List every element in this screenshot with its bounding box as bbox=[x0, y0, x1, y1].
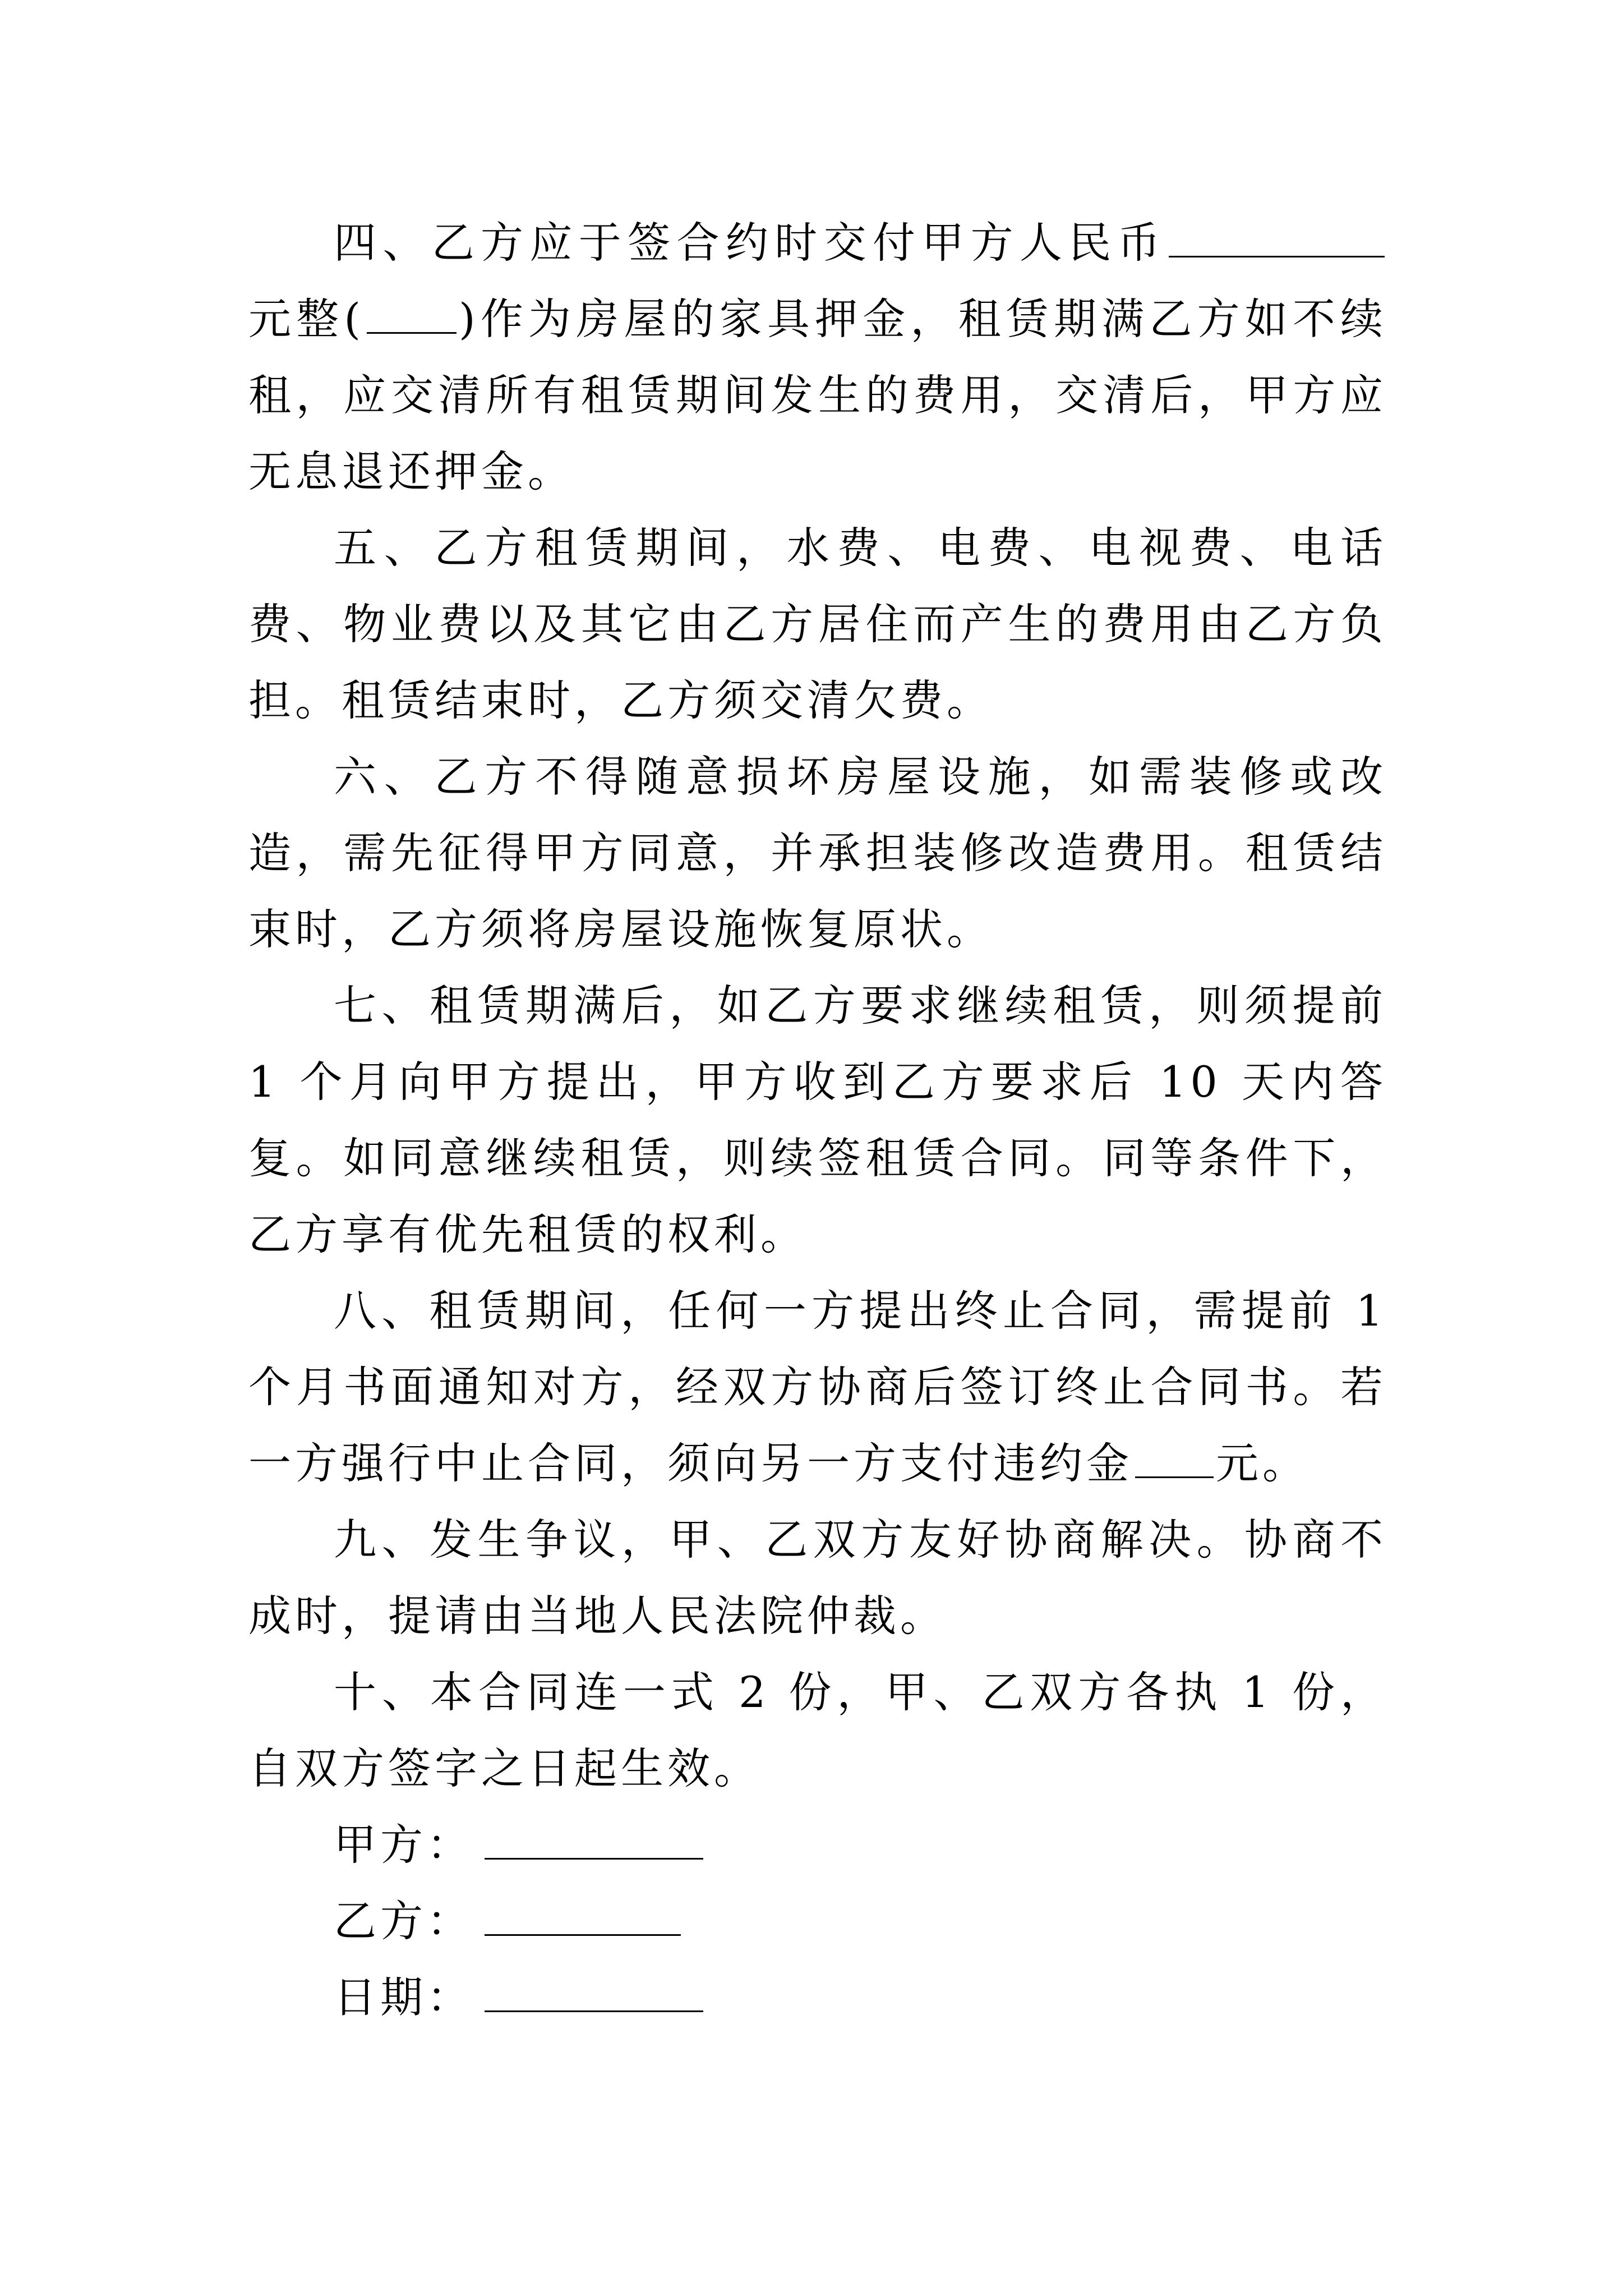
party-b-signature-blank[interactable] bbox=[485, 1934, 681, 1936]
party-a-signature-blank[interactable] bbox=[485, 1857, 703, 1860]
deposit-amount-words-blank[interactable] bbox=[367, 332, 457, 334]
clause-4-text-c: )作为房屋的家具押金，租赁期满乙方如不续租，应交清所有租赁期间发生的费用，交清后，甲方应无息退还押金。 bbox=[248, 294, 1387, 496]
party-a-label: 甲方： bbox=[334, 1820, 473, 1870]
clause-8-text-b: 元。 bbox=[1216, 1438, 1309, 1488]
clause-4 bbox=[248, 205, 1387, 510]
penalty-amount-blank[interactable] bbox=[1135, 1476, 1214, 1478]
contract-body bbox=[248, 205, 1387, 2036]
clause-4-text-a: 四、乙方应于签合约时交付甲方人民币 bbox=[334, 218, 1166, 268]
clause-8 bbox=[248, 1273, 1387, 1502]
deposit-amount-blank[interactable] bbox=[1169, 255, 1385, 257]
clause-7: 七、租赁期满后，如乙方要求继续租赁，则须提前 1 个月向甲方提出，甲方收到乙方要求后 10 天内答复。如同意继续租赁，则续签租赁合同。同等条件下，乙方享有优先租赁的权利。 bbox=[248, 981, 1387, 1259]
party-b-signature-line bbox=[248, 1883, 1387, 1959]
clause-8-text-a: 八、租赁期间，任何一方提出终止合同，需提前 1 个月书面通知对方，经双方协商后签订终止合同书。若一方强行中止合同，须向另一方支付违约金 bbox=[248, 1286, 1387, 1488]
party-a-signature-line bbox=[248, 1807, 1387, 1883]
date-blank[interactable] bbox=[485, 2010, 703, 2012]
clause-5: 五、乙方租赁期间，水费、电费、电视费、电话费、物业费以及其它由乙方居住而产生的费用由乙方负担。租赁结束时，乙方须交清欠费。 bbox=[248, 523, 1387, 725]
date-label: 日期： bbox=[334, 1972, 473, 2022]
clause-10: 十、本合同连一式 2 份，甲、乙双方各执 1 份，自双方签字之日起生效。 bbox=[248, 1667, 1387, 1793]
clause-9: 九、发生争议，甲、乙双方友好协商解决。协商不成时，提请由当地人民法院仲裁。 bbox=[248, 1515, 1387, 1641]
date-line bbox=[248, 1959, 1387, 2036]
clause-4-text-b: 元整( bbox=[248, 294, 365, 344]
party-b-label: 乙方： bbox=[334, 1896, 473, 1946]
clause-6: 六、乙方不得随意损坏房屋设施，如需装修或改造，需先征得甲方同意，并承担装修改造费用。租赁结束时，乙方须将房屋设施恢复原状。 bbox=[248, 752, 1387, 954]
